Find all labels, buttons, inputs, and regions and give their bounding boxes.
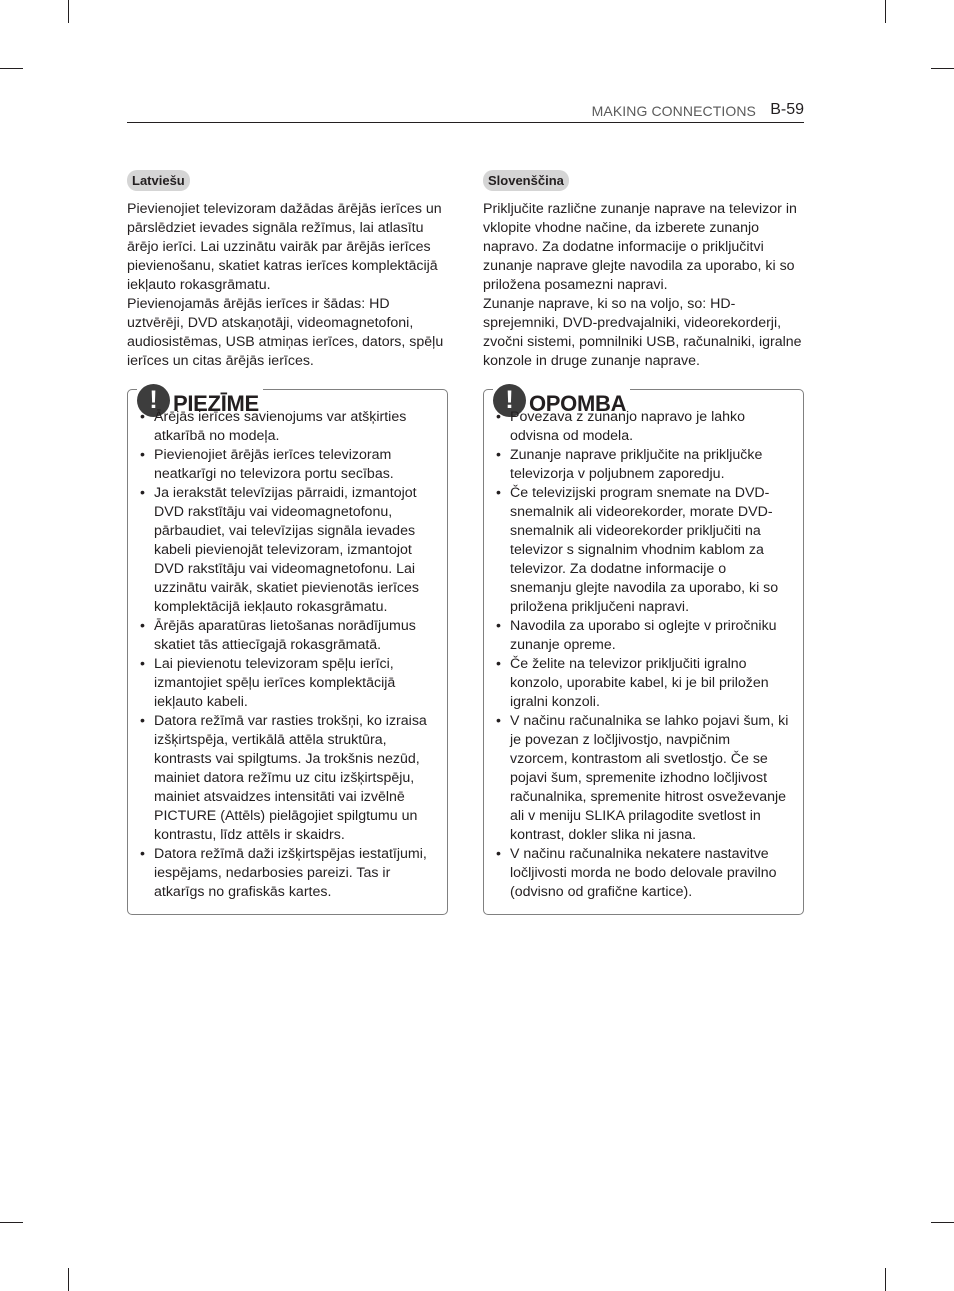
intro-text (483, 200, 804, 371)
language-label: Slovenščina (483, 170, 569, 191)
list-item: • Ārējās ierīces savienojums var atšķirties atkarībā no modeļa. (140, 408, 433, 446)
header-section-title: MAKING CONNECTIONS (591, 103, 756, 119)
crop-mark (931, 1222, 954, 1223)
intro-paragraph: Pievienojiet televizoram dažādas ārējās ierīces un pārslēdziet ievades signāla režīmus, lai atlasītu ārējo ierīci. Lai uzzinātu vairāk par ārējās ierīces pievienošanu, skatiet katras ierīces komplektācijā iekļauto rokasgrāmatu. (127, 201, 442, 293)
crop-mark (885, 0, 886, 23)
list-item: • Navodila za uporabo si oglejte v priročniku zunanje opreme. (496, 617, 789, 655)
page-number: B-59 (770, 101, 804, 118)
list-item: • Datora režīmā daži izšķirtspējas iestatījumi, iespējams, nedarbosies pareizi. Tas ir atkarīgs no grafiskās kartes. (140, 845, 433, 902)
intro-paragraph: Zunanje naprave, ki so na voljo, so: HD-sprejemniki, DVD-predvajalniki, videorekorderji, zvočni sistemi, pomnilniki USB, računalniki, igralne konzole in druge zunanje naprave. (483, 296, 802, 369)
note-list (496, 408, 789, 902)
crop-mark (0, 68, 23, 69)
list-item: • V načinu računalnika se lahko pojavi šum, ki je povezan z ločljivostjo, navpičnim vzorcem, kontrastom ali svetlostjo. Če se pojavi šum, spremenite izhodno ločljivost računalnika, spremenite hitrost osveževanje ali v meniju SLIKA prilagodite svetlost in kontrast, dokler slika ni jasna. (496, 712, 789, 845)
list-item: • Ja ierakstāt televīzijas pārraidi, izmantojot DVD rakstītāju vai videomagnetofonu, pārbaudiet, vai televīzijas signāla ievades kabeli pievienojāt televizoram, izmantojot DVD rakstītāju vai videomagnetofonu. Lai uzzinātu vairāk, skatiet pievienotās ierīces komplektācijā iekļauto rokasgrāmatu. (140, 484, 433, 617)
note-title: PIEZĪME (173, 391, 259, 416)
intro-paragraph: Priključite različne zunanje naprave na televizor in vklopite vhodne načine, da izberete zunanjo napravo. Za dodatne informacije o priključitvi zunanje naprave glejte navodila za uporabo, ki so priložena posamezni napravi. (483, 201, 797, 293)
note-title: OPOMBA (529, 391, 627, 416)
intro-paragraph: Pievienojamās ārējās ierīces ir šādas: HD uztvērēji, DVD atskaņotāji, videomagnetofoni, audiosistēmas, USB atmiņas ierīces, dators, spēļu ierīces un citas ārējās ierīces. (127, 296, 444, 369)
list-item: • V načinu računalnika nekatere nastavitve ločljivosti morda ne bodo delovale pravilno (odvisno od grafične kartice). (496, 845, 789, 902)
list-item: • Če želite na televizor priključiti igralno konzolo, uporabite kabel, ki je bil priložen igralni konzoli. (496, 655, 789, 712)
list-item: • Če televizijski program snemate na DVD-snemalnik ali videorekorder, morate DVD-snemalnik ali videorekorder priključiti na televizor s signalnim vhodnim kablom za televizor. Za dodatne informacije o snemanju glejte navodila za uporabo, ki so priložena priključeni napravi. (496, 484, 789, 617)
crop-mark (885, 1268, 886, 1291)
crop-mark (931, 68, 954, 69)
crop-mark (68, 1268, 69, 1291)
list-item: • Ārējās aparatūras lietošanas norādījumus skatiet tās attiecīgajā rokasgrāmatā. (140, 617, 433, 655)
note-box (127, 386, 448, 915)
crop-mark (68, 0, 69, 23)
exclamation-icon: ! (137, 384, 170, 417)
running-header (127, 100, 804, 123)
column-slovenian (483, 170, 804, 915)
list-item: • Povezava z zunanjo napravo je lahko odvisna od modela. (496, 408, 789, 446)
column-latvian (127, 170, 448, 915)
list-item: • Zunanje naprave priključite na priključke televizorja v poljubnem zaporedju. (496, 446, 789, 484)
note-list (140, 408, 433, 902)
crop-mark (0, 1222, 23, 1223)
note-box (483, 386, 804, 915)
exclamation-icon: ! (493, 384, 526, 417)
language-label: Latviešu (127, 170, 190, 191)
list-item: • Datora režīmā var rasties trokšņi, ko izraisa izšķirtspēja, vertikālā attēla struktūra, kontrasts vai spilgtums. Ja trokšnis nezūd, mainiet datora režīmu uz citu izšķirtspēju, mainiet atsvaidzes intensitāti vai izvēlnē PICTURE (Attēls) pielāgojiet spilgtumu un kontrastu, līdz attēls ir skaidrs. (140, 712, 433, 845)
intro-text (127, 200, 448, 371)
list-item: • Pievienojiet ārējās ierīces televizoram neatkarīgi no televizora portu secības. (140, 446, 433, 484)
list-item: • Lai pievienotu televizoram spēļu ierīci, izmantojiet spēļu ierīces komplektācijā iekļauto kabeli. (140, 655, 433, 712)
